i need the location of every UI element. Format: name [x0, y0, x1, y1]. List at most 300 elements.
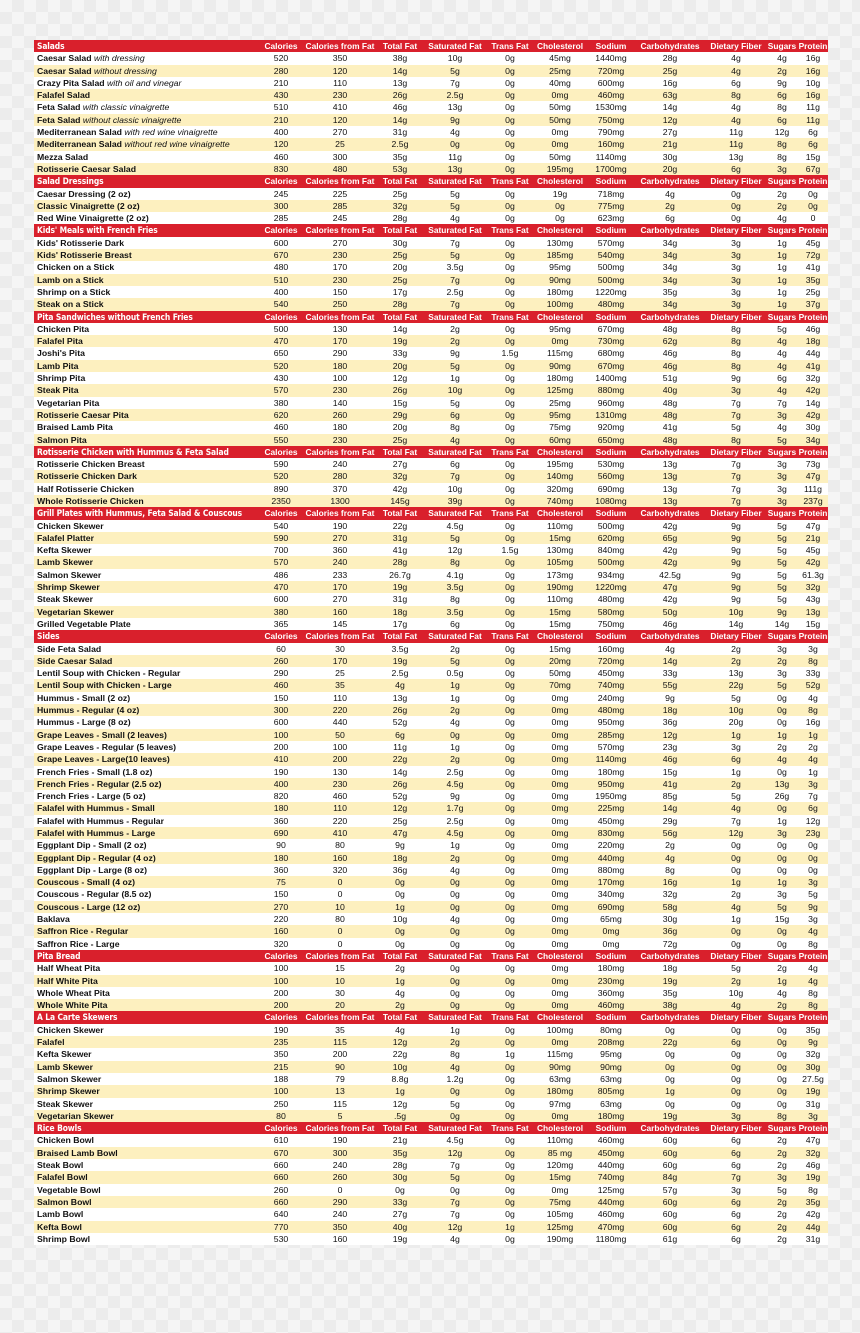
- value-cell: 63mg: [600, 1098, 622, 1109]
- value-cell: 0g: [505, 569, 515, 580]
- value-cell: 6g: [706, 1221, 766, 1233]
- table-row: [34, 1221, 828, 1233]
- table-row: [34, 581, 828, 593]
- value-cell: 8g: [422, 556, 488, 568]
- value-cell: 35g: [662, 286, 678, 297]
- value-cell: 0mg: [532, 1110, 588, 1122]
- value-cell: 11g: [393, 741, 407, 752]
- column-header: Trans Fat: [488, 446, 532, 458]
- item-name: Rotisserie Chicken Dark: [37, 471, 137, 482]
- column-header: Saturated Fat: [422, 950, 488, 962]
- value-cell: 115mg: [547, 1049, 573, 1060]
- item-name: Vegetable Bowl: [37, 1184, 101, 1195]
- value-cell: 0g: [422, 925, 488, 937]
- section-title: Pita Bread: [34, 950, 260, 962]
- value-cell: 0g: [731, 1049, 741, 1060]
- value-cell: 1.5g: [501, 348, 519, 359]
- value-cell: 120mg: [546, 1160, 574, 1171]
- item-name: Classic Vinaigrette (2 oz): [37, 200, 140, 211]
- item-name: Whole Rotisserie Chicken: [37, 495, 144, 506]
- value-cell: 38g: [392, 53, 408, 64]
- section-title: Grill Plates with Hummus, Feta Salad & Couscous: [34, 507, 260, 519]
- section-header-row: [34, 630, 828, 642]
- value-cell: 460: [273, 151, 289, 162]
- item-name-cell: [34, 729, 260, 741]
- value-cell: 0g: [488, 532, 532, 544]
- value-cell: 2g: [777, 963, 787, 974]
- value-cell: 7g: [706, 1171, 766, 1183]
- value-cell: 590: [273, 459, 289, 470]
- column-header: Trans Fat: [488, 950, 532, 962]
- value-cell: 0g: [505, 692, 515, 703]
- item-name: Eggplant Dip - Large (8 oz): [37, 864, 148, 875]
- item-name-cell: [34, 77, 260, 89]
- value-cell: 840mg: [597, 545, 625, 556]
- item-name-cell: [34, 114, 260, 126]
- item-name-cell: [34, 544, 260, 556]
- table-row: [34, 200, 828, 212]
- item-name: Hummus - Regular (4 oz): [37, 705, 140, 716]
- value-cell: 730mg: [588, 335, 634, 347]
- value-cell: 0mg: [551, 815, 569, 826]
- value-cell: 960mg: [597, 397, 625, 408]
- value-cell: 240: [332, 1209, 348, 1220]
- value-cell: 26g: [378, 704, 422, 716]
- value-cell: 7g: [731, 459, 741, 470]
- value-cell: 14g: [392, 766, 408, 777]
- value-cell: 4g: [706, 114, 766, 126]
- column-header: Calories from Fat: [302, 224, 378, 236]
- item-note: with classic vinaigrette: [82, 102, 170, 113]
- value-cell: 185mg: [532, 249, 588, 261]
- value-cell: 8g: [706, 89, 766, 101]
- value-cell: 0g: [766, 704, 798, 716]
- value-cell: 0g: [505, 1098, 515, 1109]
- value-cell: 220: [302, 704, 378, 716]
- item-note: without classic vinaigrette: [82, 114, 182, 125]
- column-header: Carbohydrates: [634, 630, 706, 642]
- value-cell: 380: [273, 397, 289, 408]
- value-cell: 15g: [774, 914, 790, 925]
- value-cell: 0g: [488, 753, 532, 765]
- value-cell: 200: [302, 753, 378, 765]
- value-cell: 0g: [777, 766, 787, 777]
- value-cell: 8g: [808, 1184, 818, 1195]
- table-row: [34, 347, 828, 359]
- value-cell: 4g: [395, 987, 405, 998]
- item-name-cell: [34, 1036, 260, 1048]
- value-cell: 340mg: [597, 889, 625, 900]
- value-cell: 100: [260, 729, 302, 741]
- column-header: Trans Fat: [488, 630, 532, 642]
- value-cell: 53g: [378, 163, 422, 175]
- value-cell: 460: [273, 422, 289, 433]
- value-cell: 1g: [378, 1085, 422, 1097]
- value-cell: 5g: [731, 692, 741, 703]
- value-cell: 0g: [422, 138, 488, 150]
- column-header: Sugars: [767, 176, 797, 187]
- value-cell: 180mg: [546, 373, 574, 384]
- value-cell: 230: [302, 434, 378, 446]
- value-cell: 16g: [805, 53, 821, 64]
- item-name-cell: [34, 876, 260, 888]
- value-cell: 46g: [805, 1160, 821, 1171]
- column-header: Dietary Fiber: [706, 446, 766, 458]
- column-header: Calories: [260, 1122, 302, 1134]
- value-cell: 25g: [634, 65, 706, 77]
- item-name: Falafel with Hummus - Large: [37, 828, 156, 838]
- section-title: Pita Sandwiches without French Fries: [34, 311, 260, 323]
- value-cell: 95mg: [549, 262, 571, 273]
- item-name: Couscous - Small (4 oz): [37, 877, 135, 888]
- value-cell: 2g: [777, 188, 787, 199]
- value-cell: 5g: [777, 594, 787, 605]
- value-cell: 9g: [450, 791, 460, 802]
- value-cell: 370: [332, 483, 348, 494]
- value-cell: 540mg: [588, 249, 634, 261]
- value-cell: 160: [260, 925, 302, 937]
- value-cell: 620mg: [588, 532, 634, 544]
- value-cell: 620: [260, 409, 302, 421]
- value-cell: 110mg: [547, 594, 573, 605]
- value-cell: 450mg: [597, 668, 625, 679]
- value-cell: 170: [302, 581, 378, 593]
- value-cell: 1g: [450, 373, 460, 384]
- item-name-cell: [34, 901, 260, 913]
- value-cell: 230: [302, 778, 378, 790]
- value-cell: 0g: [505, 77, 515, 88]
- value-cell: 50mg: [549, 102, 571, 113]
- value-cell: 90mg: [588, 1061, 634, 1073]
- item-name: Salmon Bowl: [37, 1196, 92, 1207]
- column-header: Dietary Fiber: [706, 950, 766, 962]
- value-cell: 4g: [777, 348, 787, 359]
- value-cell: 4g: [798, 975, 828, 987]
- value-cell: 4.5g: [446, 520, 464, 531]
- value-cell: 1530mg: [595, 102, 627, 113]
- value-cell: 1g: [450, 741, 460, 752]
- column-header: Calories from Fat: [302, 1122, 378, 1134]
- value-cell: 26g: [378, 89, 422, 101]
- item-name-cell: [34, 1159, 260, 1171]
- item-name-cell: [34, 151, 260, 163]
- value-cell: 225: [332, 188, 348, 199]
- value-cell: 36g: [662, 717, 678, 728]
- value-cell: 0g: [665, 1073, 675, 1084]
- value-cell: 770: [260, 1221, 302, 1233]
- item-name-cell: [34, 458, 260, 470]
- value-cell: 5g: [731, 963, 741, 974]
- item-name-cell: [34, 52, 260, 64]
- table-row: [34, 470, 828, 482]
- table-row: [34, 249, 828, 261]
- value-cell: 3g: [731, 262, 741, 273]
- column-header: Calories: [260, 446, 302, 458]
- item-name-cell: [34, 286, 260, 298]
- item-name-cell: [34, 852, 260, 864]
- item-name: Lentil Soup with Chicken - Large: [37, 680, 172, 691]
- column-header: Calories: [260, 507, 302, 519]
- value-cell: 510: [260, 274, 302, 286]
- table-row: [34, 766, 828, 778]
- table-row: [34, 372, 828, 384]
- value-cell: 4g: [450, 213, 460, 224]
- value-cell: 2g: [422, 1036, 488, 1048]
- value-cell: 0g: [378, 876, 422, 888]
- value-cell: 670: [260, 1147, 302, 1159]
- value-cell: 35g: [798, 274, 828, 286]
- item-name-cell: [34, 1061, 260, 1073]
- item-name-cell: [34, 249, 260, 261]
- value-cell: 0g: [505, 483, 515, 494]
- value-cell: 1080mg: [588, 495, 634, 507]
- value-cell: 1g: [450, 1024, 460, 1035]
- value-cell: 0g: [505, 151, 515, 162]
- value-cell: 180: [260, 802, 302, 814]
- section-title: Sides: [34, 630, 260, 642]
- value-cell: 2350: [260, 495, 302, 507]
- value-cell: 0: [337, 938, 343, 949]
- value-cell: 180mg: [532, 1085, 588, 1097]
- value-cell: 0g: [505, 1135, 515, 1146]
- column-header: Sugars: [767, 508, 797, 519]
- value-cell: 5: [302, 1110, 378, 1122]
- value-cell: 190: [273, 1024, 289, 1035]
- value-cell: 47g: [805, 520, 821, 531]
- value-cell: 2g: [422, 852, 488, 864]
- item-name-cell: [34, 1048, 260, 1060]
- item-name: Kids' Rotisserie Breast: [37, 250, 132, 261]
- value-cell: 35g: [805, 1024, 821, 1035]
- value-cell: 0g: [808, 188, 818, 199]
- value-cell: 500mg: [588, 274, 634, 286]
- value-cell: 290: [302, 1196, 378, 1208]
- table-row: [34, 1184, 828, 1196]
- item-name-cell: [34, 126, 260, 138]
- value-cell: 10g: [422, 384, 488, 396]
- value-cell: 12g: [392, 373, 408, 384]
- value-cell: 3g: [777, 643, 787, 654]
- value-cell: 235: [260, 1036, 302, 1048]
- value-cell: 0mg: [532, 999, 588, 1011]
- item-name-cell: [34, 1208, 260, 1220]
- item-name: Half White Pita: [37, 975, 98, 986]
- value-cell: 4g: [766, 360, 798, 372]
- value-cell: 0g: [450, 987, 460, 998]
- item-name-cell: [34, 839, 260, 851]
- value-cell: 1g: [378, 901, 422, 913]
- value-cell: 42g: [392, 483, 408, 494]
- value-cell: 0g: [777, 1024, 787, 1035]
- value-cell: 6g: [731, 1233, 741, 1244]
- value-cell: 140: [332, 397, 348, 408]
- value-cell: 0mg: [532, 802, 588, 814]
- value-cell: 31g: [805, 1233, 821, 1244]
- value-cell: 3g: [798, 876, 828, 888]
- value-cell: 210: [260, 114, 302, 126]
- value-cell: 2g: [808, 741, 818, 752]
- value-cell: 4g: [706, 65, 766, 77]
- value-cell: 15mg: [532, 532, 588, 544]
- value-cell: 35g: [392, 151, 408, 162]
- value-cell: 27g: [392, 459, 408, 470]
- value-cell: 180mg: [588, 1110, 634, 1122]
- value-cell: 60: [276, 643, 286, 654]
- value-cell: 12g: [378, 1036, 422, 1048]
- value-cell: 0mg: [551, 840, 569, 851]
- value-cell: 20g: [634, 163, 706, 175]
- value-cell: 60g: [662, 1160, 678, 1171]
- item-name: Red Wine Vinaigrette (2 oz): [37, 213, 149, 224]
- value-cell: 0g: [395, 889, 405, 900]
- value-cell: 15g: [805, 151, 821, 162]
- value-cell: 14g: [728, 618, 744, 629]
- value-cell: 2g: [706, 778, 766, 790]
- value-cell: 1g: [808, 766, 818, 777]
- item-name: Falafel Salad: [37, 90, 91, 101]
- item-name-cell: [34, 470, 260, 482]
- value-cell: 7g: [731, 397, 741, 408]
- value-cell: 5g: [422, 532, 488, 544]
- value-cell: 3g: [766, 827, 798, 839]
- value-cell: 6g: [706, 753, 766, 765]
- value-cell: 6g: [766, 114, 798, 126]
- column-header: Calories: [260, 311, 302, 323]
- value-cell: 360: [273, 815, 289, 826]
- value-cell: 4g: [777, 53, 787, 64]
- value-cell: 42g: [662, 545, 678, 556]
- value-cell: 500mg: [597, 520, 625, 531]
- value-cell: 12g: [422, 1147, 488, 1159]
- column-header: Cholesterol: [532, 224, 588, 236]
- value-cell: 1g: [450, 692, 460, 703]
- column-header: Cholesterol: [532, 507, 588, 519]
- value-cell: 0mg: [551, 741, 569, 752]
- value-cell: 0g: [422, 1110, 488, 1122]
- value-cell: 3g: [766, 470, 798, 482]
- item-name: Hummus - Small (2 oz): [37, 692, 131, 703]
- value-cell: 0mg: [602, 938, 620, 949]
- value-cell: 0g: [777, 840, 787, 851]
- value-cell: 75: [260, 876, 302, 888]
- value-cell: 10g: [447, 483, 463, 494]
- item-name-cell: [34, 704, 260, 716]
- value-cell: 5g: [777, 569, 787, 580]
- value-cell: 27g: [662, 127, 678, 138]
- table-row: [34, 138, 828, 150]
- value-cell: 0mg: [551, 938, 569, 949]
- value-cell: 1g: [634, 1085, 706, 1097]
- value-cell: 8g: [450, 594, 460, 605]
- column-header: Saturated Fat: [422, 507, 488, 519]
- value-cell: 718mg: [597, 188, 625, 199]
- column-header: Carbohydrates: [634, 175, 706, 187]
- value-cell: 28g: [392, 1160, 408, 1171]
- value-cell: 1950mg: [595, 791, 627, 802]
- section-title: Rice Bowls: [34, 1122, 260, 1134]
- item-name: Half Rotisserie Chicken: [37, 483, 135, 494]
- value-cell: 740mg: [588, 679, 634, 691]
- table-row: [34, 458, 828, 470]
- value-cell: 173mg: [546, 569, 574, 580]
- value-cell: 820: [273, 791, 289, 802]
- value-cell: 460mg: [597, 1135, 625, 1146]
- item-name-cell: [34, 815, 260, 827]
- value-cell: 950mg: [588, 778, 634, 790]
- value-cell: 10g: [706, 704, 766, 716]
- item-name-cell: [34, 434, 260, 446]
- value-cell: 14g: [378, 65, 422, 77]
- value-cell: 32g: [378, 200, 422, 212]
- value-cell: 16g: [662, 77, 678, 88]
- value-cell: 450mg: [588, 1147, 634, 1159]
- item-name-cell: [34, 692, 260, 704]
- table-row: [34, 101, 828, 113]
- table-row: [34, 1024, 828, 1036]
- item-name-cell: [34, 1085, 260, 1097]
- item-name: Eggplant Dip - Regular (4 oz): [37, 852, 156, 863]
- value-cell: 0g: [777, 1073, 787, 1084]
- value-cell: 160: [332, 1233, 348, 1244]
- table-row: [34, 77, 828, 89]
- value-cell: 190mg: [546, 1233, 574, 1244]
- value-cell: 10g: [805, 77, 821, 88]
- table-row: [34, 556, 828, 568]
- value-cell: 7g: [706, 495, 766, 507]
- value-cell: 32g: [798, 1147, 828, 1159]
- item-name: Eggplant Dip - Small (2 oz): [37, 840, 147, 851]
- item-name-cell: [34, 212, 260, 224]
- value-cell: 1700mg: [588, 163, 634, 175]
- value-cell: 6g: [731, 77, 741, 88]
- value-cell: 470: [260, 581, 302, 593]
- value-cell: 12g: [805, 815, 821, 826]
- value-cell: 10g: [728, 987, 744, 998]
- table-row: [34, 1159, 828, 1171]
- value-cell: 170: [302, 335, 378, 347]
- table-row: [34, 1110, 828, 1122]
- value-cell: 4g: [665, 643, 675, 654]
- value-cell: 640: [273, 1209, 289, 1220]
- value-cell: 1g: [706, 729, 766, 741]
- column-header: Calories from Fat: [302, 507, 378, 519]
- value-cell: 84g: [634, 1171, 706, 1183]
- table-row: [34, 962, 828, 974]
- item-name-cell: [34, 347, 260, 359]
- value-cell: 230: [302, 274, 378, 286]
- table-row: [34, 89, 828, 101]
- value-cell: 0g: [450, 1184, 460, 1195]
- value-cell: 0g: [488, 556, 532, 568]
- item-name-cell: [34, 925, 260, 937]
- table-row: [34, 65, 828, 77]
- item-name: Kefta Skewer: [37, 545, 92, 556]
- item-note: without dressing: [94, 65, 157, 76]
- table-row: [34, 384, 828, 396]
- value-cell: 0g: [766, 852, 798, 864]
- value-cell: 4g: [450, 127, 460, 138]
- value-cell: 26.7g: [389, 569, 411, 580]
- table-row: [34, 52, 828, 64]
- column-header: Saturated Fat: [422, 224, 488, 236]
- item-name-cell: [34, 274, 260, 286]
- value-cell: 0g: [505, 594, 515, 605]
- column-header: Total Fat: [378, 950, 422, 962]
- value-cell: 4g: [422, 1061, 488, 1073]
- value-cell: 360: [273, 864, 289, 875]
- table-row: [34, 409, 828, 421]
- value-cell: 1g: [777, 286, 787, 297]
